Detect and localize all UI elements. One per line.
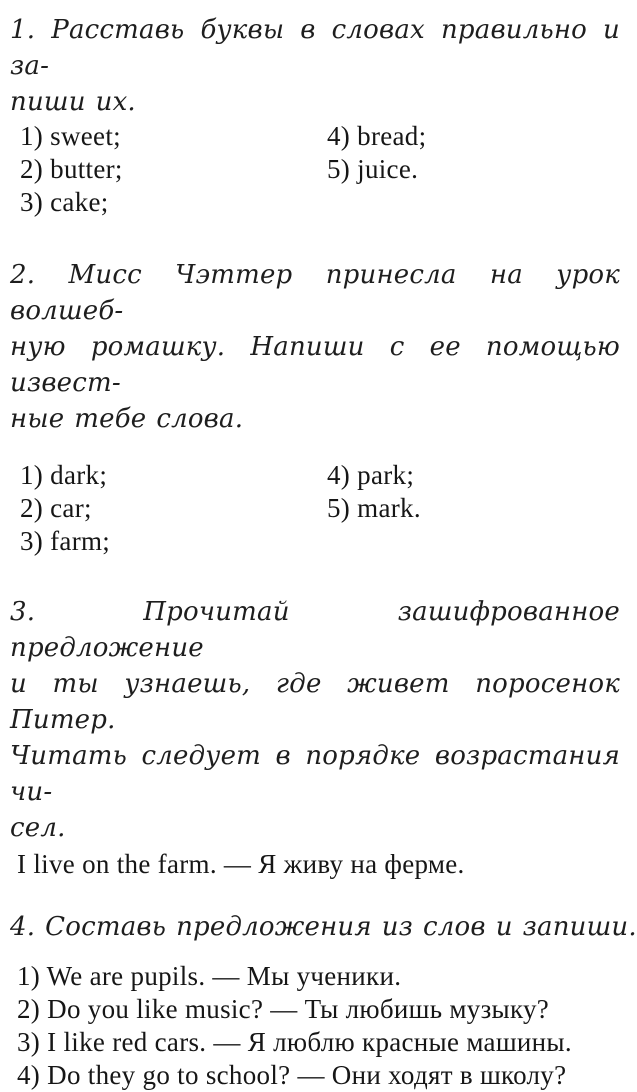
answer-item: 5) mark. [327, 493, 421, 523]
task-2 [10, 257, 620, 558]
instruction-line: и ты узнаешь, где живет поросенок Питер. [10, 669, 620, 735]
task-2-answers [20, 459, 620, 558]
answer-column-right [327, 459, 620, 558]
task-1 [10, 12, 620, 219]
answer-item: 4) Do they go to school? — Они ходят в школу? [17, 1060, 567, 1090]
answer-item: 3) cake; [20, 187, 109, 217]
answer-item: 2) car; [20, 493, 92, 523]
instruction-line: ную ромашку. Напиши с ее помощью извест- [10, 332, 620, 398]
task-3-instruction [10, 594, 620, 846]
task-1-instruction [10, 12, 620, 120]
answer-item: 1) dark; [20, 460, 108, 490]
task-2-instruction [10, 257, 620, 437]
instruction-line: 2. Мисс Чэттер принесла на урок волшеб- [10, 260, 620, 326]
instruction-line: ные тебе слова. [10, 404, 244, 434]
answer-item: 4) park; [327, 460, 415, 490]
task-4 [10, 909, 637, 1092]
answer-item: 3) I like red cars. — Я люблю красные машины. [17, 1027, 572, 1057]
task-4-instruction [10, 909, 637, 945]
instruction-line: пиши их. [10, 87, 136, 117]
instruction-line: 3. Прочитай зашифрованное предложение [10, 597, 620, 663]
task-3 [10, 594, 620, 881]
answer-item: 2) Do you like music? — Ты любишь музыку? [17, 994, 550, 1024]
instruction-line: Читать следует в порядке возрастания чи- [10, 741, 620, 807]
answer-column-left [20, 459, 327, 558]
task-1-answers [20, 120, 620, 219]
instruction-line: 4. Составь предложения из слов и запиши. [10, 912, 637, 942]
instruction-line: 1. Расставь буквы в словах правильно и за- [10, 15, 620, 81]
answer-column-right [327, 120, 620, 219]
answer-item: 4) bread; [327, 121, 427, 151]
answer-item: 5) juice. [327, 154, 419, 184]
answer-sentence: I live on the farm. — Я живу на ферме. [17, 849, 465, 879]
answer-item: 2) butter; [20, 154, 123, 184]
answer-item: 1) We are pupils. — Мы ученики. [17, 961, 402, 991]
answer-item: 1) sweet; [20, 121, 121, 151]
task-4-answers [17, 960, 620, 1092]
answer-column-left [20, 120, 327, 219]
instruction-line: сел. [10, 813, 66, 843]
answer-item: 3) farm; [20, 526, 111, 556]
